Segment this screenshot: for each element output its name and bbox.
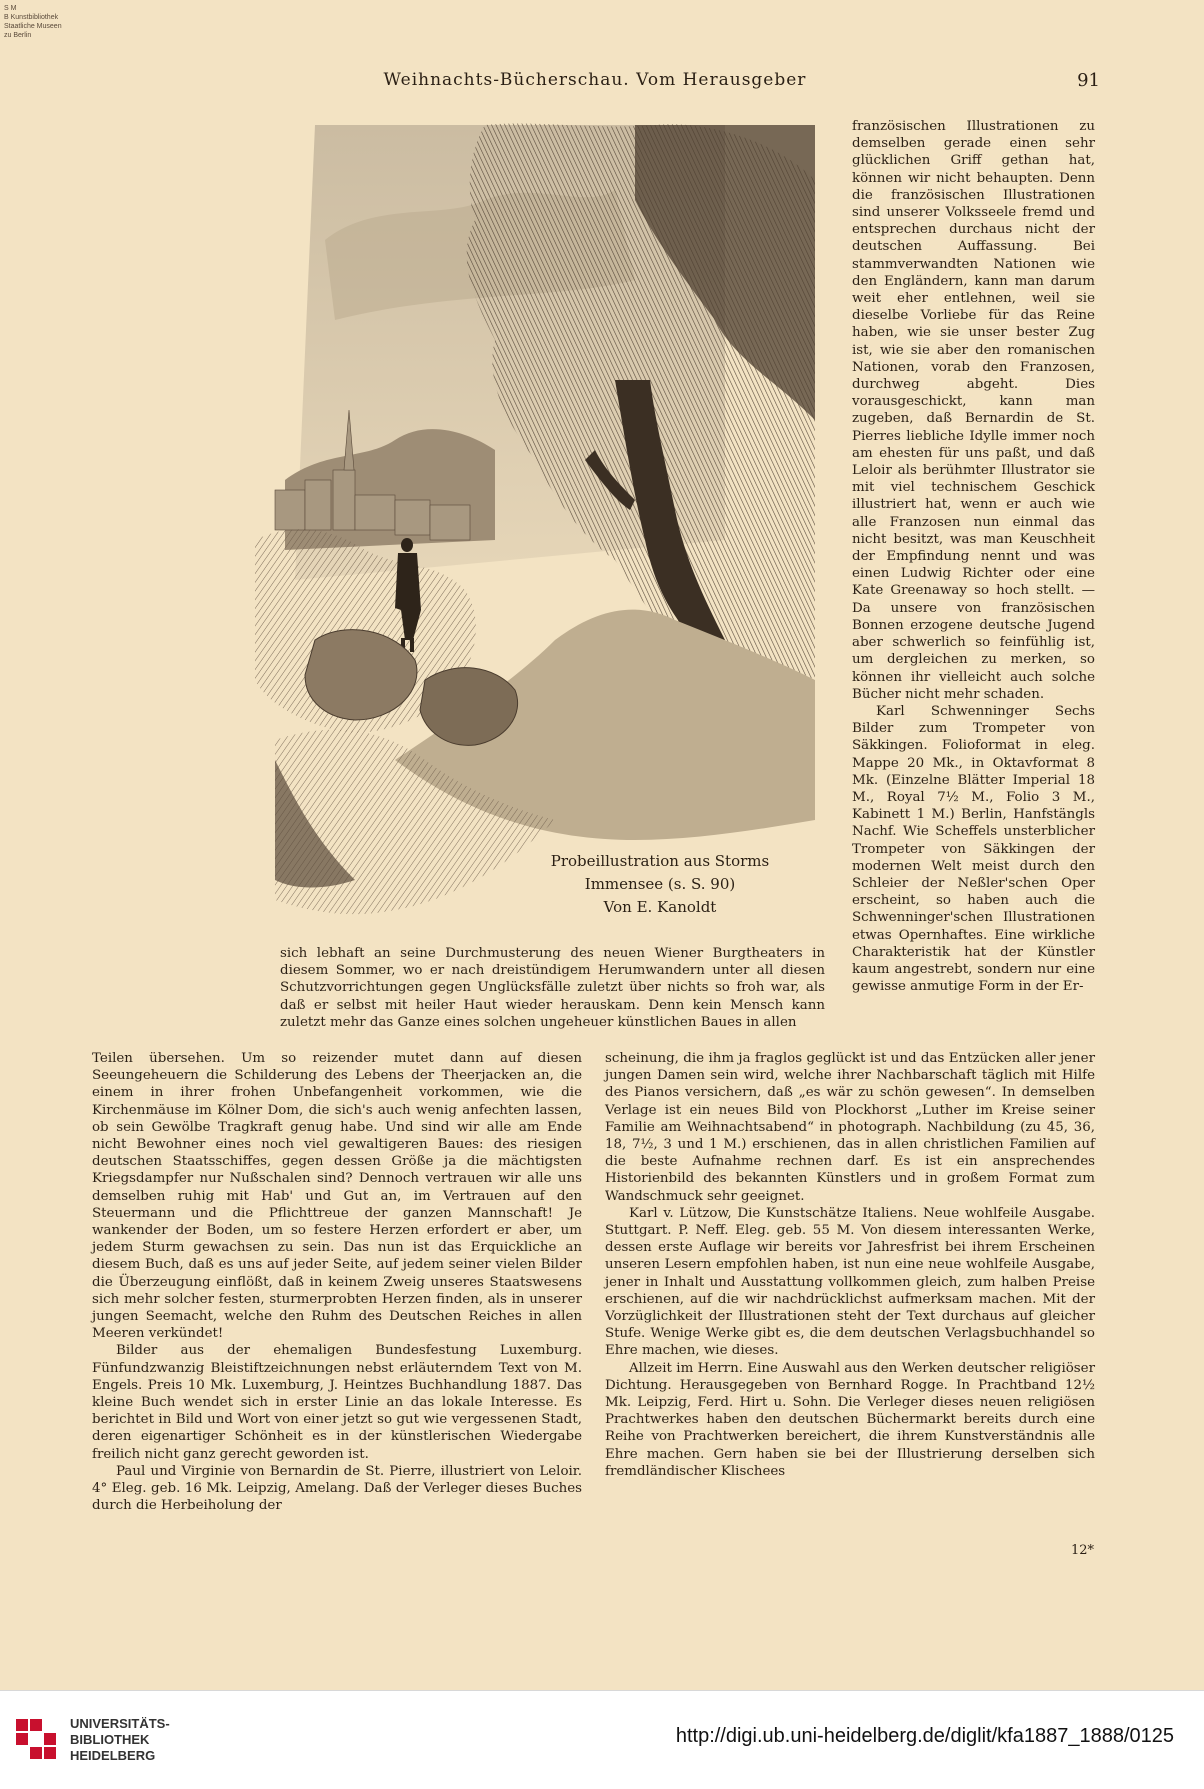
landscape-illustration bbox=[255, 120, 825, 960]
library-stamp bbox=[4, 4, 62, 40]
stamp-line: B Kunstbibliothek bbox=[4, 14, 59, 21]
footer-bar bbox=[0, 1690, 1204, 1789]
page-number: 91 bbox=[1077, 70, 1100, 91]
stamp-line: zu Berlin bbox=[4, 32, 32, 39]
paragraph: Bilder aus der ehemaligen Bundesfestung Luxemburg. Fünfundzwanzig Bleistiftzeichnungen nebst erläuterndem Text von M. Engels. Preis 10 Mk. Luxemburg, J. Heintzes Buchhandlung 1887. Das kleine Buch wendet sich in erster Linie an das lokale Interesse. Es berichtet in Bild und Wort von einer jetzt so gut wie vergessenen Stadt, deren eigenartiger Schönheit es in der künstlerischen Wiedergabe freilich nicht ganz gerecht geworden ist. bbox=[92, 1343, 582, 1462]
paragraph: Paul und Virginie von Bernardin de St. Pierre, illustriert von Leloir. 4° Eleg. geb. 16 Mk. Leipzig, Amelang. Daß der Verleger dieses Buches durch die Herbeiholung der bbox=[92, 1463, 582, 1514]
text-column-left bbox=[92, 1050, 582, 1514]
university-logo-icon bbox=[14, 1717, 58, 1761]
paragraph: sich lebhaft an seine Durchmusterung des neuen Wiener Burgtheaters in diesem Sommer, wo er nach dreistündigem Herumwandern unter all diesen Schutzvorrichtungen gegen Unglücksfälle zuletzt über nichts so froh war, als daß er selbst mit heiler Haut wieder herauskam. Denn kein Mensch kann zuletzt mehr das Ganze eines solchen ungeheuer künstlichen Baues in allen bbox=[280, 946, 825, 1030]
paragraph: Karl v. Lützow, Die Kunstschätze Italiens. Neue wohlfeile Ausgabe. Stuttgart. P. Neff. Eleg. geb. 55 M. Von diesem interessanten Werke, dessen erste Auflage wir bereits vor Jahresfrist bei ihrem Erscheinen unseren Lesern empfohlen haben, ist nun eine neue wohlfeile Ausgabe, jener in Inhalt und Ausstattung vollkommen gleich, zum halben Preise erschienen, auf die wir nachdrücklichst aufmerksam machen. Mit der Vorzüglichkeit der Illustrationen steht der Text durchaus auf gleicher Stufe. Wenige Werke gibt es, die dem deutschen Verlagsbuchhandel so Ehre machen, wie dieses. bbox=[605, 1205, 1095, 1359]
caption-line: Probeillustration aus Storms bbox=[550, 852, 770, 870]
paragraph: scheinung, die ihm ja fraglos geglückt ist und das Entzücken aller jener jungen Damen sein wird, welche ihrer Nachbarschaft täglich mit Hilfe des Pianos versichern, daß „es wär zu schön gewesen“. In demselben Verlage ist ein neues Bild von Plockhorst „Luther im Kreise seiner Familie am Weihnachtsabend“ in photograph. Nachbildung (zu 45, 36, 18, 7½, 3 und 1 M.) erschienen, das in allen christlichen Familien auf die beste Aufnahme rechnen darf. Es ist ein ansprechendes Historienbild des bekannten Künstlers und in großem Format zum Wandschmuck sehr geeignet. bbox=[605, 1051, 1095, 1204]
permalink-url[interactable]: http://digi.ub.uni-heidelberg.de/diglit/kfa1887_1888/0125 bbox=[675, 1725, 1174, 1747]
stamp-line: S M bbox=[4, 5, 17, 12]
stamp-line: Staatliche Museen bbox=[4, 23, 62, 30]
institution-line: UNIVERSITÄTS- bbox=[70, 1716, 170, 1731]
signature-mark: 12* bbox=[1070, 1543, 1094, 1558]
institution-line: HEIDELBERG bbox=[70, 1748, 156, 1763]
caption-line: Immensee (s. S. 90) bbox=[584, 875, 736, 893]
running-header bbox=[90, 70, 1100, 96]
text-column-right-upper bbox=[852, 118, 1095, 995]
paragraph: französischen Illustrationen zu demselben gerade einen sehr glücklichen Griff gethan hat, können wir nicht behaupten. Denn die französischen Illustrationen sind unserer Volksseele fremd und entsprechen durchaus nicht der deutschen Auffassung. Bei stammverwandten Nationen wie den Engländern, kann man darum weit eher entlehnen, weil sie dieselbe Vorliebe für das Reine haben, wie sie unser bester Zug ist, wie sie aber den romanischen Nationen, vorab den Franzosen, durchweg abgeht. Dies vorausgeschickt, kann man zugeben, daß Bernardin de St. Pierres liebliche Idylle immer noch am ehesten für uns paßt, und daß Leloir als berühmter Illustrator sie mit viel technischem Geschick illustriert hat, wenn er auch wie alle Franzosen nun einmal das nicht besitzt, was man Keuschheit der Empfindung nennt und was einen Ludwig Richter oder eine Kate Greenaway so hoch stellt. — Da unsere von französischen Bonnen erzogene deutsche Jugend aber schwerlich so feinfühlig ist, um dergleichen zu merken, so können ihr vielleicht auch solche Bücher nicht mehr schaden. bbox=[852, 119, 1095, 702]
text-column-right-lower bbox=[605, 1050, 1095, 1480]
paragraph: Karl Schwenninger Sechs Bilder zum Trompeter von Säkkingen. Folioformat in eleg. Mappe 20 Mk., in Oktavformat 8 Mk. (Einzelne Blätter Imperial 18 M., Royal 7½ M., Folio 3 M., Kabinett 1 M.) Berlin, Hanfstängls Nachf. Wie Scheffels unsterblicher Trompeter von Säkkingen der modernen Welt meist durch den Schleier der Neßler'schen Oper erscheint, so haben auch die Schwenninger'schen Illustrationen etwas Opernhaftes. Eine wirkliche Charakteristik hat der Künstler kaum angestrebt, sondern nur eine gewisse anmutige Form in der Er- bbox=[852, 703, 1095, 995]
institution-line: BIBLIOTHEK bbox=[70, 1732, 150, 1747]
caption-artist: Von E. Kanoldt bbox=[603, 898, 717, 916]
running-title: Weihnachts-Bücherschau. Vom Herausgeber bbox=[383, 70, 807, 90]
text-block-middle bbox=[280, 945, 825, 1031]
illustration-caption bbox=[535, 850, 785, 919]
institution-name bbox=[70, 1716, 170, 1764]
paragraph: Teilen übersehen. Um so reizender mutet dann auf diesen Seeungeheuern die Schilderung des Lebens der Theerjacken an, die einem in ihrer frohen Unbefangenheit vorkommen, wie die Kirchenmäuse im Kölner Dom, die sich's auch wenig anfechten lassen, ob sein Gewölbe Tragkraft genug habe. Und sind wir alle am Ende nicht Bewohner eines noch viel gewaltigeren Baues: des riesigen deutschen Staatsschiffes, gegen dessen Größe ja die mächtigsten Kriegsdampfer nur Nußschalen sind? Dennoch vertrauen wir alle uns demselben ruhig mit Hab' und Gut an, im Vertrauen auf den Steuermann und die Pflichttreue der ganzen Mannschaft! Je wankender der Boden, um so festere Herzen erfordert er aber, um jedem Sturm gewachsen zu sein. Das nun ist das Erquickliche an diesem Buch, daß es uns auf jeder Seite, auf jedem seiner vielen Bilder die Überzeugung einflößt, daß in keinem Zweig unseres Staatswesens sich mehr solcher festen, sturmerprobten Herzen finden, als in unserer jungen Seemacht, welche den Ruhm des Deutschen Reiches in allen Meeren verkündet! bbox=[92, 1051, 582, 1342]
paragraph: Allzeit im Herrn. Eine Auswahl aus den Werken deutscher religiöser Dichtung. Herausgegeben von Bernhard Rogge. In Prachtband 12½ Mk. Leipzig, Ferd. Hirt u. Sohn. Die Verleger dieses neuen religiösen Prachtwerkes haben den deutschen Büchermarkt bereits durch eine Reihe von Prachtwerken bereichert, die ihrem Kunstverständnis alle Ehre machen. Gern haben sie bei der Illustrierung derselben sich fremdländischer Klischees bbox=[605, 1360, 1095, 1479]
